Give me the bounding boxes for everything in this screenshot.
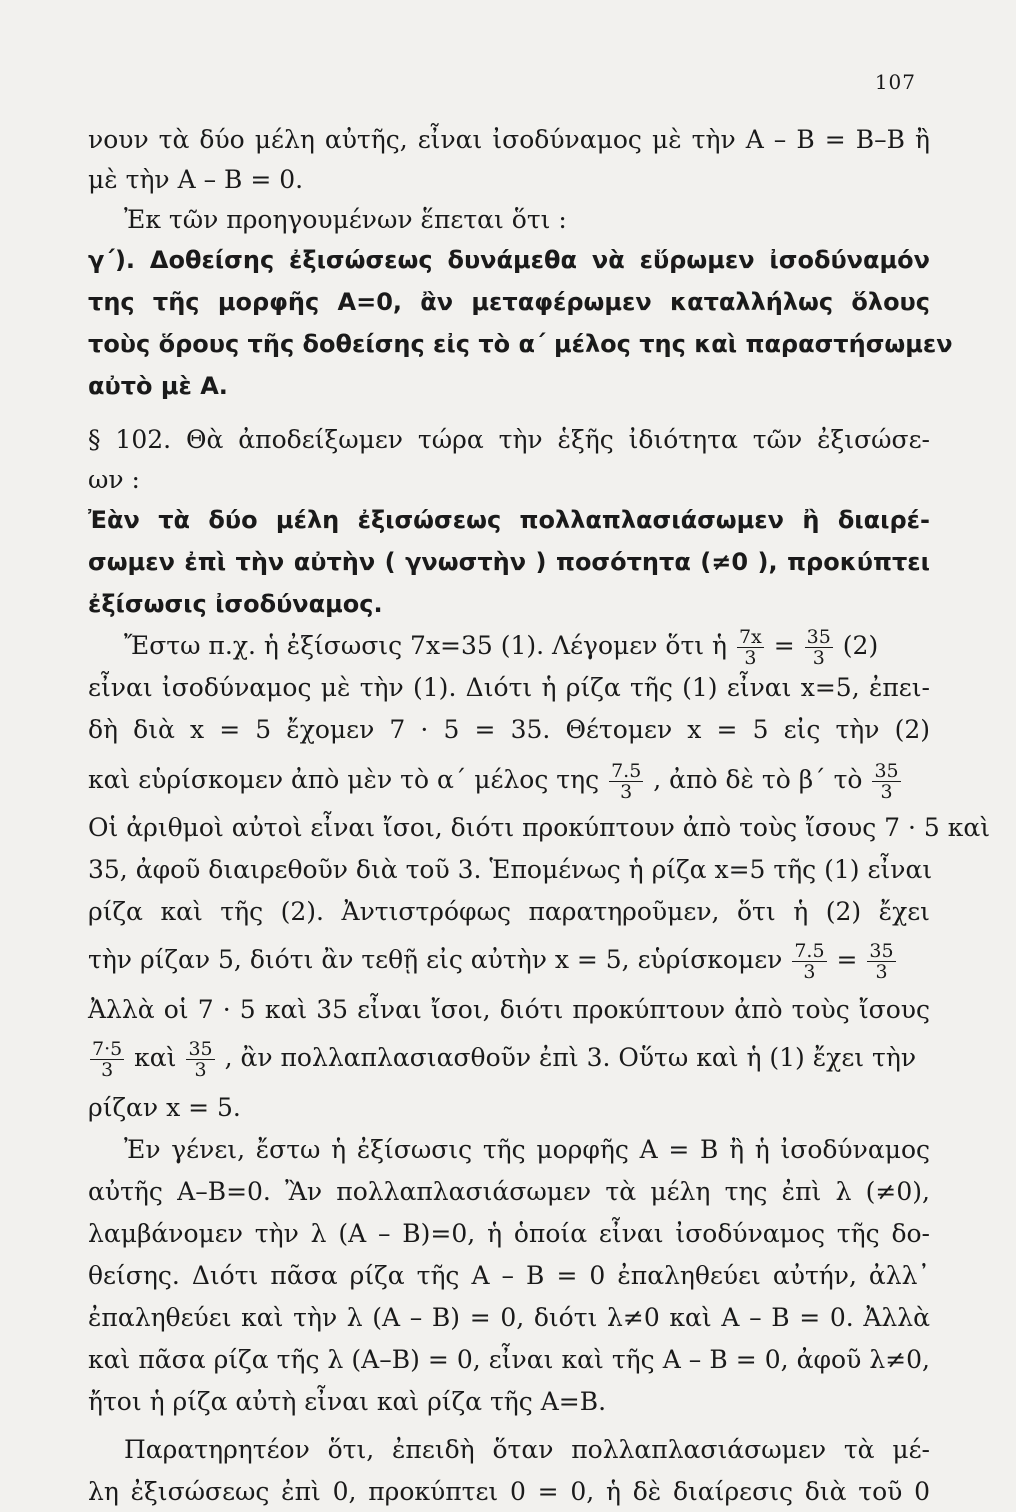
fraction-numerator: 7.5 — [611, 760, 642, 782]
rule-line: τοὺς ὅρους τῆς δοθείσης εἰς τὸ α΄ μέλος της καὶ παραστήσωμεν — [88, 330, 953, 358]
text-line: ρίζαν x = 5. — [88, 1093, 241, 1122]
text-line: δὴ διὰ x = 5 ἔχομεν 7 · 5 = 35. Θέτομεν x = 5 εἰς τὴν (2) — [88, 715, 930, 744]
rule-line: της τῆς μορφῆς Α=0, ἂν μεταφέρωμεν καταλλήλως ὅλους — [88, 288, 930, 316]
theorem-line: σωμεν ἐπὶ τὴν αὐτὴν ( γνωστὴν ) ποσότητα (≠0 ), προκύπτει — [88, 548, 930, 576]
theorem-line: Ἐὰν τὰ δύο μέλη ἐξισώσεως πολλαπλασιάσωμεν ἢ διαιρέ- — [88, 506, 930, 534]
text-line: λαμβάνομεν τὴν λ (Α – Β)=0, ἡ ὁποία εἶναι ἰσοδύναμος τῆς δο- — [88, 1219, 930, 1248]
page-number: 107 — [874, 70, 916, 94]
text-line: θείσης. Διότι πᾶσα ρίζα τῆς Α – Β = 0 ἐπαληθεύει αὐτήν, ἀλλ᾽ — [88, 1261, 930, 1290]
fraction-denominator: 3 — [620, 781, 633, 803]
text-line: Ἐν γένει, ἔστω ἡ ἐξίσωσις τῆς μορφῆς Α = Β ἢ ἡ ἰσοδύναμος — [124, 1135, 930, 1164]
text-line: Ἀλλὰ οἱ 7 · 5 καὶ 35 εἶναι ἴσοι, διότι προκύπτουν ἀπὸ τοὺς ἴσους — [88, 995, 930, 1024]
equation-line — [88, 760, 930, 803]
equals-sign: = — [773, 631, 795, 660]
rule-line: γ΄). Δοθείσης ἐξισώσεως δυνάμεθα νὰ εὕρωμεν ἰσοδύναμόν — [88, 246, 930, 274]
text-span: καὶ εὑρίσκομεν ἀπὸ μὲν τὸ α΄ μέλος της — [88, 765, 600, 794]
fraction-denominator: 3 — [875, 961, 888, 983]
fraction — [792, 941, 826, 982]
text-line: 35, ἀφοῦ διαιρεθοῦν διὰ τοῦ 3. Ἑπομένως ἡ ρίζα x=5 τῆς (1) εἶναι — [88, 855, 933, 884]
text-line: λη ἐξισώσεως ἐπὶ 0, προκύπτει 0 = 0, ἡ δὲ διαίρεσις διὰ τοῦ 0 — [88, 1477, 930, 1506]
fraction-denominator: 3 — [194, 1059, 207, 1081]
fraction-numerator: 35 — [869, 940, 894, 962]
text-span: τὴν ρίζαν 5, διότι ἂν τεθῇ εἰς αὐτὴν x = 5, εὑρίσκομεν — [88, 945, 783, 974]
text-line: αὐτῆς Α–Β=0. Ἂν πολλαπλασιάσωμεν τὰ μέλη της ἐπὶ λ (≠0), — [88, 1177, 930, 1206]
text-span: καὶ — [134, 1043, 177, 1072]
fraction — [609, 761, 643, 802]
fraction-denominator: 3 — [812, 647, 825, 669]
fraction — [186, 1039, 214, 1080]
equation-line — [88, 626, 930, 669]
fraction-numerator: 35 — [874, 760, 899, 782]
text-line: ρίζα καὶ τῆς (2). Ἀντιστρόφως παρατηροῦμεν, ὅτι ἡ (2) ἔχει — [88, 897, 930, 926]
text-span: (2) — [842, 631, 879, 660]
fraction — [872, 761, 900, 802]
text-line: ἤτοι ἡ ρίζα αὐτὴ εἶναι καὶ ρίζα τῆς Α=Β. — [88, 1387, 607, 1416]
text-span: Ἔστω π.χ. ἡ ἐξίσωσις 7x=35 (1). Λέγομεν ὅτι ἡ — [124, 631, 728, 660]
fraction-numerator: 7·5 — [92, 1038, 123, 1060]
section-heading: § 102. Θὰ ἀποδείξωμεν τώρα τὴν ἑξῆς ἰδιότητα τῶν ἐξισώσε- — [88, 425, 930, 454]
text-span: , ἂν πολλαπλασιασθοῦν ἐπὶ 3. Οὕτω καὶ ἡ (1) ἔχει τὴν — [224, 1043, 917, 1072]
text-span: , ἀπὸ δὲ τὸ β΄ τὸ — [653, 765, 863, 794]
text-line: μὲ τὴν Α – Β = 0. — [88, 165, 304, 194]
fraction — [867, 941, 895, 982]
text-line: ων : — [88, 465, 140, 494]
text-line: Οἱ ἀριθμοὶ αὐτοὶ εἶναι ἴσοι, διότι προκύπτουν ἀπὸ τοὺς ἴσους 7 · 5 καὶ — [88, 813, 991, 842]
text-line: Παρατηρητέον ὅτι, ἐπειδὴ ὅταν πολλαπλασιάσωμεν τὰ μέ- — [124, 1435, 930, 1464]
text-line: Ἐκ τῶν προηγουμένων ἕπεται ὅτι : — [124, 205, 567, 234]
equation-line — [88, 1038, 930, 1081]
fraction-numerator: 35 — [188, 1038, 213, 1060]
fraction — [90, 1039, 124, 1080]
fraction-numerator: 35 — [806, 626, 831, 648]
fraction-denominator: 3 — [803, 961, 816, 983]
fraction-denominator: 3 — [101, 1059, 114, 1081]
rule-line: αὐτὸ μὲ Α. — [88, 372, 228, 400]
fraction-numerator: 7.5 — [794, 940, 825, 962]
fraction — [805, 627, 833, 668]
text-line: καὶ πᾶσα ρίζα τῆς λ (Α–Β) = 0, εἶναι καὶ τῆς Α – Β = 0, ἀφοῦ λ≠0, — [88, 1345, 930, 1374]
text-line: ἐπαληθεύει καὶ τὴν λ (Α – Β) = 0, διότι λ≠0 καὶ Α – Β = 0. Ἀλλὰ — [88, 1303, 930, 1332]
equation-line — [88, 940, 930, 983]
fraction-denominator: 3 — [744, 647, 757, 669]
equals-sign: = — [836, 945, 858, 974]
fraction-denominator: 3 — [880, 781, 893, 803]
text-line: εἶναι ἰσοδύναμος μὲ τὴν (1). Διότι ἡ ρίζα τῆς (1) εἶναι x=5, ἐπει- — [88, 673, 930, 702]
theorem-line: ἐξίσωσις ἰσοδύναμος. — [88, 590, 383, 618]
text-line: νουν τὰ δύο μέλη αὐτῆς, εἶναι ἰσοδύναμος μὲ τὴν Α – Β = Β–Β ἢ — [88, 125, 930, 154]
fraction-numerator: 7x — [738, 626, 762, 648]
fraction — [737, 627, 764, 668]
